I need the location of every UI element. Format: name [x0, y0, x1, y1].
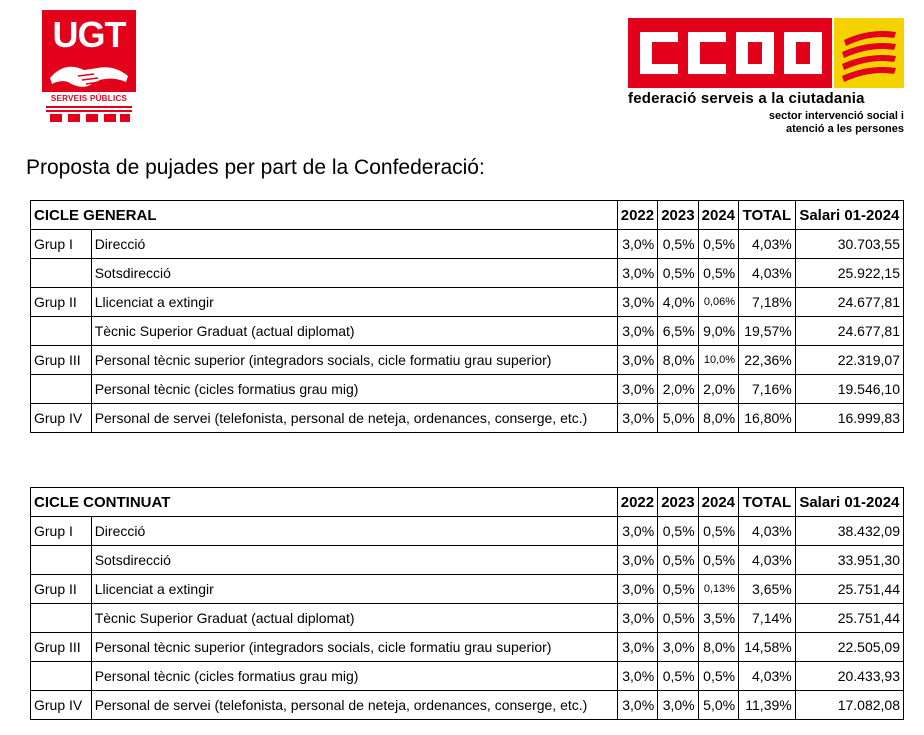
page-heading: Proposta de pujades per part de la Confederació: — [26, 156, 485, 179]
header-salary: Salari 01-2024 — [795, 201, 903, 230]
salary-cell: 22.319,07 — [795, 346, 903, 375]
table-row — [31, 662, 904, 691]
salary-cell: 17.082,08 — [795, 691, 903, 720]
y2024-cell: 0,13% — [698, 575, 738, 604]
header-2024: 2024 — [698, 201, 738, 230]
header-2023: 2023 — [658, 201, 698, 230]
y2024-cell: 0,5% — [698, 662, 738, 691]
y2022-cell: 3,0% — [617, 230, 657, 259]
table-row — [31, 346, 904, 375]
group-cell — [31, 317, 92, 346]
y2022-cell: 3,0% — [617, 375, 657, 404]
description-cell: Personal tècnic (cicles formatius grau mig) — [91, 375, 617, 404]
salary-cell: 33.951,30 — [795, 546, 903, 575]
description-cell: Tècnic Superior Graduat (actual diplomat) — [91, 604, 617, 633]
y2024-cell: 9,0% — [698, 317, 738, 346]
total-cell: 3,65% — [739, 575, 796, 604]
salary-cell: 20.433,93 — [795, 662, 903, 691]
total-cell: 4,03% — [739, 546, 796, 575]
group-cell: Grup I — [31, 230, 92, 259]
salary-cell: 25.922,15 — [795, 259, 903, 288]
y2024-cell: 0,06% — [698, 288, 738, 317]
y2024-cell: 0,5% — [698, 230, 738, 259]
section-title: CICLE GENERAL — [31, 201, 618, 230]
header-2022: 2022 — [617, 201, 657, 230]
salary-cell: 24.677,81 — [795, 288, 903, 317]
y2022-cell: 3,0% — [617, 259, 657, 288]
salary-cell: 25.751,44 — [795, 575, 903, 604]
y2023-cell: 5,0% — [658, 404, 698, 433]
y2024-cell: 3,5% — [698, 604, 738, 633]
table-header-row — [31, 488, 904, 517]
y2023-cell: 8,0% — [658, 346, 698, 375]
y2022-cell: 3,0% — [617, 575, 657, 604]
salary-cell: 38.432,09 — [795, 517, 903, 546]
group-cell: Grup III — [31, 346, 92, 375]
group-cell: Grup II — [31, 575, 92, 604]
total-cell: 7,16% — [739, 375, 796, 404]
total-cell: 4,03% — [739, 662, 796, 691]
description-cell: Personal de servei (telefonista, personal de neteja, ordenances, conserge, etc.) — [91, 404, 617, 433]
total-cell: 11,39% — [739, 691, 796, 720]
header-2024: 2024 — [698, 488, 738, 517]
description-cell: Direcció — [91, 230, 617, 259]
y2022-cell: 3,0% — [617, 662, 657, 691]
group-cell — [31, 375, 92, 404]
total-cell: 16,80% — [739, 404, 796, 433]
total-cell: 19,57% — [739, 317, 796, 346]
description-cell: Tècnic Superior Graduat (actual diplomat) — [91, 317, 617, 346]
catalan-flag-icon — [834, 18, 904, 88]
y2023-cell: 6,5% — [658, 317, 698, 346]
y2023-cell: 0,5% — [658, 259, 698, 288]
group-cell: Grup IV — [31, 691, 92, 720]
header-salary: Salari 01-2024 — [795, 488, 903, 517]
ccoo-sector-line1: sector intervenció social i — [768, 110, 904, 122]
ugt-logo-subtitle: SERVEIS PÚBLICS — [50, 94, 128, 103]
table-row — [31, 404, 904, 433]
description-cell: Sotsdirecció — [91, 259, 617, 288]
y2022-cell: 3,0% — [617, 404, 657, 433]
y2024-cell: 8,0% — [698, 633, 738, 662]
y2023-cell: 4,0% — [658, 288, 698, 317]
total-cell: 4,03% — [739, 259, 796, 288]
group-cell: Grup IV — [31, 404, 92, 433]
table-row — [31, 633, 904, 662]
y2023-cell: 0,5% — [658, 546, 698, 575]
y2024-cell: 0,5% — [698, 546, 738, 575]
header-2022: 2022 — [617, 488, 657, 517]
description-cell: Sotsdirecció — [91, 546, 617, 575]
group-cell — [31, 604, 92, 633]
y2023-cell: 0,5% — [658, 604, 698, 633]
y2023-cell: 3,0% — [658, 633, 698, 662]
table-row — [31, 604, 904, 633]
salary-cell: 22.505,09 — [795, 633, 903, 662]
salary-cell: 19.546,10 — [795, 375, 903, 404]
total-cell: 7,14% — [739, 604, 796, 633]
table-row — [31, 230, 904, 259]
description-cell: Personal tècnic superior (integradors socials, cicle formatiu grau superior) — [91, 633, 617, 662]
section-title: CICLE CONTINUAT — [31, 488, 618, 517]
y2022-cell: 3,0% — [617, 288, 657, 317]
y2023-cell: 0,5% — [658, 517, 698, 546]
group-cell: Grup I — [31, 517, 92, 546]
group-cell — [31, 546, 92, 575]
salary-cell: 24.677,81 — [795, 317, 903, 346]
total-cell: 4,03% — [739, 517, 796, 546]
header-2023: 2023 — [658, 488, 698, 517]
y2023-cell: 0,5% — [658, 575, 698, 604]
table-row — [31, 288, 904, 317]
table-row — [31, 317, 904, 346]
header-total: TOTAL — [739, 488, 796, 517]
total-cell: 22,36% — [739, 346, 796, 375]
y2024-cell: 5,0% — [698, 691, 738, 720]
salary-cell: 16.999,83 — [795, 404, 903, 433]
y2022-cell: 3,0% — [617, 546, 657, 575]
ccoo-logo-box — [628, 18, 832, 88]
description-cell: Personal tècnic superior (integradors socials, cicle formatiu grau superior) — [91, 346, 617, 375]
total-cell: 7,18% — [739, 288, 796, 317]
y2023-cell: 0,5% — [658, 662, 698, 691]
table-row — [31, 517, 904, 546]
ugt-stripes-icon — [46, 106, 132, 122]
total-cell: 4,03% — [739, 230, 796, 259]
table-row — [31, 375, 904, 404]
group-cell — [31, 662, 92, 691]
y2022-cell: 3,0% — [617, 317, 657, 346]
y2024-cell: 10,0% — [698, 346, 738, 375]
y2022-cell: 3,0% — [617, 604, 657, 633]
y2023-cell: 3,0% — [658, 691, 698, 720]
table-row — [31, 575, 904, 604]
ccoo-logo — [628, 18, 904, 136]
y2024-cell: 0,5% — [698, 259, 738, 288]
salary-cell: 25.751,44 — [795, 604, 903, 633]
ugt-logo-box — [42, 10, 136, 92]
salary-table-general — [30, 200, 904, 433]
ccoo-logo-letters — [636, 28, 826, 78]
table-row — [31, 691, 904, 720]
y2023-cell: 2,0% — [658, 375, 698, 404]
salary-table-continuat — [30, 487, 904, 720]
ccoo-sector-line2: atenció a les persones — [786, 123, 904, 135]
y2022-cell: 3,0% — [617, 346, 657, 375]
total-cell: 14,58% — [739, 633, 796, 662]
ugt-logo — [42, 10, 136, 124]
ccoo-federation-name: federació serveis a la ciutadania — [628, 90, 865, 107]
header-total: TOTAL — [739, 201, 796, 230]
description-cell: Llicenciat a extingir — [91, 288, 617, 317]
table-header-row — [31, 201, 904, 230]
y2024-cell: 0,5% — [698, 517, 738, 546]
salary-cell: 30.703,55 — [795, 230, 903, 259]
description-cell: Personal de servei (telefonista, personal de neteja, ordenances, conserge, etc.) — [91, 691, 617, 720]
group-cell: Grup III — [31, 633, 92, 662]
table-row — [31, 259, 904, 288]
description-cell: Direcció — [91, 517, 617, 546]
y2022-cell: 3,0% — [617, 517, 657, 546]
table-row — [31, 546, 904, 575]
y2023-cell: 0,5% — [658, 230, 698, 259]
y2022-cell: 3,0% — [617, 691, 657, 720]
ugt-logo-text: UGT — [52, 14, 126, 55]
group-cell — [31, 259, 92, 288]
y2024-cell: 2,0% — [698, 375, 738, 404]
y2022-cell: 3,0% — [617, 633, 657, 662]
handshake-icon — [48, 56, 130, 90]
description-cell: Llicenciat a extingir — [91, 575, 617, 604]
group-cell: Grup II — [31, 288, 92, 317]
description-cell: Personal tècnic (cicles formatius grau mig) — [91, 662, 617, 691]
y2024-cell: 8,0% — [698, 404, 738, 433]
